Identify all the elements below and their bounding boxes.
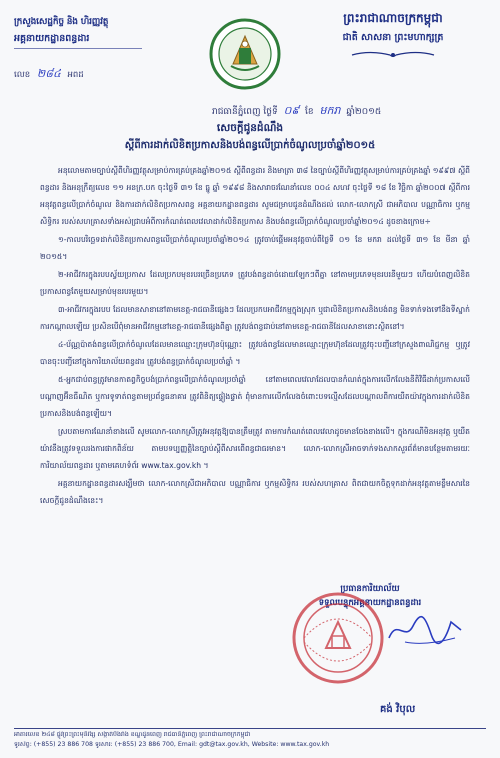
date-month-handwritten: មករា — [319, 104, 341, 117]
footer-contact: ទូរស័ព្ទ: (+855) 23 886 708 ទូរសារ: (+855) 23 886 700, Email: gdt@tax.gov.kh, Website: www.tax.gov.kh — [14, 741, 330, 748]
ref-suffix: អពដ — [67, 70, 84, 80]
date-prefix: រាជធានីភ្នំពេញ ថ្ងៃទី — [212, 107, 278, 117]
reference-number — [14, 67, 164, 83]
paragraph-item-1: ១-កាលបរិច្ឆេទដាក់លិខិតប្រកាសពន្ធលើប្រាក់ចំណូលប្រចាំឆ្នាំ២០១៤ ត្រូវចាប់ផ្តើមអនុវត្តចាប់ពីថ្ងៃទី ០១ ខែ មករា ដល់ថ្ងៃទី ៣១ ខែ មីនា ឆ្នាំ ២០១៥។ — [40, 235, 473, 261]
paragraph-item-3: ៣-អាជីវករក្នុងរបប ដែលមានសាខានៅតាមខេត្ត-រាជធានីផ្សេងៗ ដែលប្រកបអាជីវកម្មក្នុងស្រុក ឬជាលិខិតប្រកាសនិងបង់ពន្ធ មិនទាក់ទងទៅនឹងទីស្នាក់ការកណ្តាលឡើយ ប្រសិនបើពុំមានអាជីវកម្មនៅខេត្ត-រាជធានីផ្សេងពីគ្នា ត្រូវបង់ពន្ធជាប់នៅតាមខេត្ត-រាជធានីដែលសាខានោះស្ថិតនៅ។ — [40, 305, 470, 331]
ornament-flourish-icon — [350, 50, 436, 60]
header-divider — [14, 48, 142, 49]
paragraph-item-4: ៤-ប័ណ្ណប៉ាតង់ពន្ធលើប្រាក់ចំណូលដែលមានឈ្មោះក្រុមហ៊ុនប៉ុណ្ណោះ ត្រូវបង់ពន្ធដែលមានឈ្មោះក្រុមហ៊ុនដែលត្រូវចុះបញ្ជីនៅក្រសួងពាណិជ្ជកម្ម ឬត្រូវបានចុះបញ្ជីនៅក្នុងការិយាល័យពន្ធដារ ត្រូវបង់ពន្ធប្រាក់ចំណូលប្រចាំឆ្នាំ ។ — [40, 340, 470, 366]
gdt-logo-icon — [209, 18, 281, 90]
national-motto: ជាតិ សាសនា ព្រះមហាក្សត្រ — [342, 32, 444, 43]
department-name: អគ្គនាយកដ្ឋានពន្ធដារ — [14, 33, 90, 44]
ref-number-handwritten: ២៨៤ — [36, 67, 61, 80]
ref-prefix: លេខ — [14, 70, 31, 80]
document-body — [40, 162, 473, 510]
date-line — [212, 104, 381, 120]
paragraph-item-5: ៥-អ្នកជាប់ពន្ធត្រូវមានកាតព្វកិច្ចបង់ប្រាក់ពន្ធលើប្រាក់ចំណូលប្រចាំឆ្នាំ នៅតាមពេលវេលាដែលបានកំណត់ក្នុងការលើកលែងនីតិវិធីដាក់ប្រកាសលើបណ្តាញអ៊ីនធឺណិត ឬការទូទាត់ពន្ធតាមប្រព័ន្ធធនាគារ ត្រូវពិនិត្យផ្ទៀងផ្ទាត់ ពុំមានការលើកលែងចំពោះបទល្មើសដែលបណ្តាលពីការយឺតយ៉ាវក្នុងការដាក់លិខិតប្រកាសនិងបង់ពន្ធឡើយ។ — [40, 375, 470, 418]
paragraph-closing: អគ្គនាយកដ្ឋានពន្ធដារសង្ឃឹមថា លោក-លោកស្រីជាអភិបាល បណ្ណាធិការ ឬកម្មសិទ្ធិករ របស់សហគ្រាស ពិតជាយកចិត្តទុកដាក់អនុវត្តតាមខ្លឹមសារនៃសេចក្តីជូនដំណឹងនេះ។ — [40, 479, 470, 505]
date-year: ឆ្នាំ២០១៥ — [346, 107, 382, 117]
date-month-label: ខែ — [305, 107, 314, 117]
left-header — [14, 16, 164, 83]
document-title: សេចក្តីជូនដំណឹង — [216, 122, 284, 134]
ministry-name: ក្រសួងសេដ្ឋកិច្ច និង ហិរញ្ញវត្ថុ — [14, 17, 109, 27]
paragraph-intro: អនុលោមតាមច្បាប់ស្តីពីហិរញ្ញវត្ថុសម្រាប់ការគ្រប់គ្រងឆ្នាំ២០១៥ ស្តីពីពន្ធដារ និងមាត្រា ៣៨ នៃច្បាប់ស្តីពីហិរញ្ញវត្ថុសម្រាប់ការគ្រប់គ្រងឆ្នាំ ១៩៩៧ ស្តីពីពន្ធដារ និងអនុក្រឹត្យលេខ ១១ អនក្រ.បក ចុះថ្ងៃទី ៣១ ខែ ធ្នូ ឆ្នាំ ១៩៩៨ និងសារាចរណែនាំលេខ ០០៤ សហវ ចុះថ្ងៃទី ១៨ ខែ វិច្ឆិកា ឆ្នាំ២០០៧ ស្តីពីការអនុវត្តពន្ធលើប្រាក់ចំណូល និងការដាក់លិខិតប្រកាសពន្ធ អគ្គនាយកដ្ឋានពន្ធដារ សូមជម្រាបជូនដំណឹងដល់ លោក-លោកស្រី ជាអភិបាល បណ្ណាធិការ ឬកម្មសិទ្ធិករ របស់សហគ្រាសទាំងអស់ជ្រាបអំពីការកំណត់ពេលវេលាដាក់លិខិតប្រកាស និងបង់ពន្ធលើប្រាក់ចំណូលប្រចាំឆ្នាំ២០១៤ ដូចខាងក្រោម÷ — [40, 166, 471, 226]
right-header — [298, 10, 488, 64]
official-seal-stamp-icon — [290, 590, 386, 686]
signer-role-line2: ទទួលបន្ទុកអគ្គនាយកដ្ឋានពន្ធដារ — [318, 598, 422, 608]
kingdom-title: ព្រះរាជាណាចក្រកម្ពុជា — [343, 11, 443, 25]
footer-divider — [14, 728, 486, 729]
document-subtitle: ស្តីពីការដាក់លិខិតប្រកាសនិងបង់ពន្ធលើប្រាក់ចំណូលប្រចាំឆ្នាំ២០១៥ — [124, 140, 376, 151]
paragraph-guidance: ស្របតាមការណែនាំខាងលើ សូមលោក-លោកស្រីត្រូវអនុវត្តឱ្យបានត្រឹមត្រូវ តាមការកំណត់ពេលវេលាដូចមានចែងខាងលើ។ ក្នុងករណីមិនអនុវត្ត ឬយឺតយ៉ាវនឹងត្រូវទទួលរងការផាកពិន័យ តាមបទប្បញ្ញត្តិនៃច្បាប់ស្តីពីសារពើពន្ធជាធរមាន។ លោក-លោកស្រីអាចទាក់ទងសាកសួរព័ត៌មានបន្ថែមតាមរយៈការិយាល័យពន្ធដារ ឬតាមគេហទំព័រ www.tax.gov.kh ។ — [40, 427, 470, 470]
signer-role-line1: ប្រធានការិយាល័យ — [340, 584, 400, 594]
paragraph-item-2: ២-អាជីវករក្នុងរបបស្វ័យប្រកាស ដែលប្រកបមុខរបរច្រើនប្រភេទ ត្រូវបង់ពន្ធដាច់ដោយឡែកៗពីគ្នា នៅតាមប្រភេទមុខរបរនីមួយៗ ហើយបំពេញលិខិតប្រកាសពន្ធតែមួយសម្រាប់មុខរបរមួយ។ — [40, 270, 470, 296]
signer-name: គង់ វិបុល — [380, 704, 416, 715]
date-day-handwritten: ០៩ — [283, 104, 300, 117]
footer-address: អាគារលេខ ២៤៨ ផ្លូវព្រះព្រះមុនីវង្ស សង្កាត់បឹងរាំង ខណ្ឌដូនពេញ រាជធានីភ្នំពេញ ព្រះរាជាណាចក្រកម្ពុជា — [14, 731, 251, 738]
handwritten-signature-icon — [385, 612, 465, 648]
